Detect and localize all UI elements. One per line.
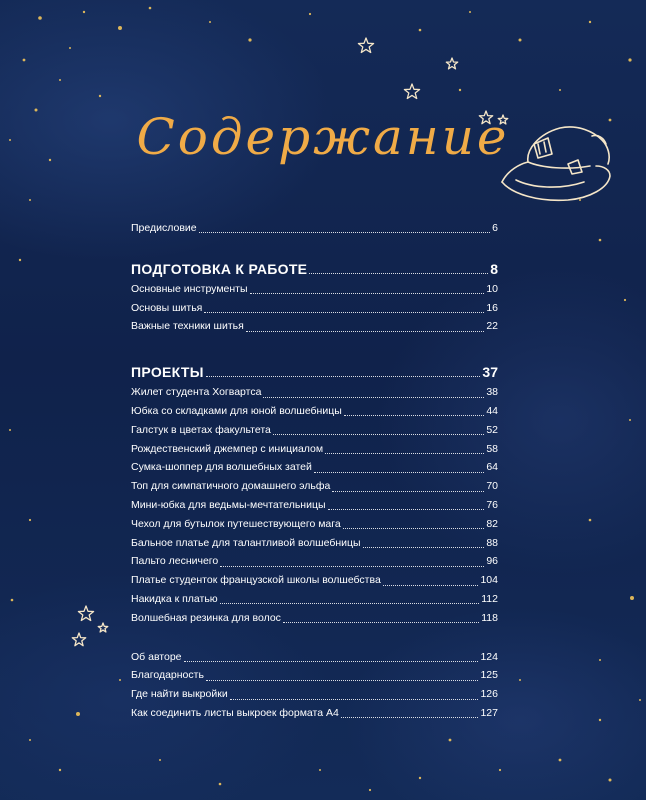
star-dot bbox=[19, 259, 21, 261]
star-dot bbox=[83, 11, 85, 13]
star-dot bbox=[59, 79, 61, 81]
toc-entry[interactable]: Платье студенток французской школы волшебства 104 bbox=[131, 574, 498, 587]
star-dot bbox=[69, 47, 71, 49]
toc-section-heading[interactable]: ПОДГОТОВКА К РАБОТЕ 8 bbox=[131, 260, 498, 277]
wizard-hat-icon bbox=[498, 120, 616, 220]
toc-entry[interactable]: Предисловие 6 bbox=[131, 222, 498, 234]
star-dot bbox=[628, 58, 631, 61]
toc-entry[interactable]: Основные инструменты 10 bbox=[131, 282, 498, 295]
star-dot bbox=[369, 789, 371, 791]
star-dot bbox=[76, 712, 80, 716]
toc-entry[interactable]: Волшебная резинка для волос 118 bbox=[131, 611, 498, 624]
star-dot bbox=[99, 95, 101, 97]
star-dot bbox=[319, 769, 321, 771]
star-dot bbox=[209, 21, 211, 23]
toc-entry[interactable]: Как соединить листы выкроек формата А4 127 bbox=[131, 706, 498, 719]
star-dot bbox=[309, 13, 311, 15]
star-icon bbox=[98, 623, 108, 632]
star-dot bbox=[449, 739, 452, 742]
star-icon bbox=[72, 633, 85, 646]
star-dot bbox=[630, 596, 634, 600]
star-dot bbox=[609, 779, 612, 782]
toc-entry[interactable]: Рождественский джемпер с инициалом 58 bbox=[131, 442, 498, 455]
star-dot bbox=[38, 16, 42, 20]
toc-entry[interactable]: Галстук в цветах факультета 52 bbox=[131, 423, 498, 436]
star-dot bbox=[29, 739, 31, 741]
table-of-contents bbox=[131, 219, 498, 723]
toc-entry[interactable]: Бальное платье для талантливой волшебницы 88 bbox=[131, 536, 498, 549]
star-dot bbox=[499, 769, 501, 771]
toc-section-heading[interactable]: ПРОЕКТЫ 37 bbox=[131, 364, 498, 381]
star-dot bbox=[29, 199, 31, 201]
star-dot bbox=[11, 599, 14, 602]
toc-entry[interactable]: Жилет студента Хогвартса 38 bbox=[131, 386, 498, 399]
page-title: Содержание bbox=[136, 108, 510, 166]
star-dot bbox=[59, 769, 61, 771]
star-dot bbox=[599, 659, 601, 661]
star-dot bbox=[519, 679, 521, 681]
star-dot bbox=[589, 519, 592, 522]
star-dot bbox=[624, 299, 626, 301]
toc-entry[interactable]: Важные техники шитья 22 bbox=[131, 320, 498, 333]
toc-entry[interactable]: Мини-юбка для ведьмы-мечтательницы 76 bbox=[131, 498, 498, 511]
star-dot bbox=[559, 89, 561, 91]
star-dot bbox=[159, 759, 161, 761]
star-dot bbox=[29, 519, 31, 521]
star-icon bbox=[446, 58, 457, 69]
star-dot bbox=[248, 38, 251, 41]
toc-entry[interactable]: Благодарность 125 bbox=[131, 669, 498, 682]
toc-entry[interactable]: Основы шитья 16 bbox=[131, 301, 498, 314]
star-icon bbox=[78, 606, 93, 621]
star-dot bbox=[459, 89, 461, 91]
toc-entry[interactable]: Чехол для бутылок путешествующего мага 82 bbox=[131, 517, 498, 530]
star-dot bbox=[519, 39, 522, 42]
star-dot bbox=[219, 783, 222, 786]
star-dot bbox=[9, 429, 11, 431]
star-dot bbox=[639, 699, 641, 701]
star-dot bbox=[419, 29, 422, 32]
star-dot bbox=[118, 26, 122, 30]
toc-entry[interactable]: Накидка к платью 112 bbox=[131, 592, 498, 605]
toc-entry[interactable]: Об авторе 124 bbox=[131, 650, 498, 663]
star-dot bbox=[599, 239, 602, 242]
star-icon bbox=[404, 84, 419, 99]
star-dot bbox=[149, 7, 152, 10]
toc-entry[interactable]: Сумка-шоппер для волшебных затей 64 bbox=[131, 461, 498, 474]
toc-entry[interactable]: Пальто лесничего 96 bbox=[131, 555, 498, 568]
star-dot bbox=[559, 759, 562, 762]
star-dot bbox=[119, 679, 121, 681]
star-dot bbox=[469, 11, 471, 13]
star-dot bbox=[629, 419, 631, 421]
star-dot bbox=[589, 21, 591, 23]
toc-entry[interactable]: Юбка со складками для юной волшебницы 44 bbox=[131, 404, 498, 417]
toc-entry[interactable]: Где найти выкройки 126 bbox=[131, 688, 498, 701]
star-dot bbox=[419, 777, 421, 779]
toc-entry[interactable]: Топ для симпатичного домашнего эльфа 70 bbox=[131, 480, 498, 493]
star-dot bbox=[23, 59, 26, 62]
star-icon bbox=[358, 38, 373, 53]
star-dot bbox=[599, 719, 601, 721]
